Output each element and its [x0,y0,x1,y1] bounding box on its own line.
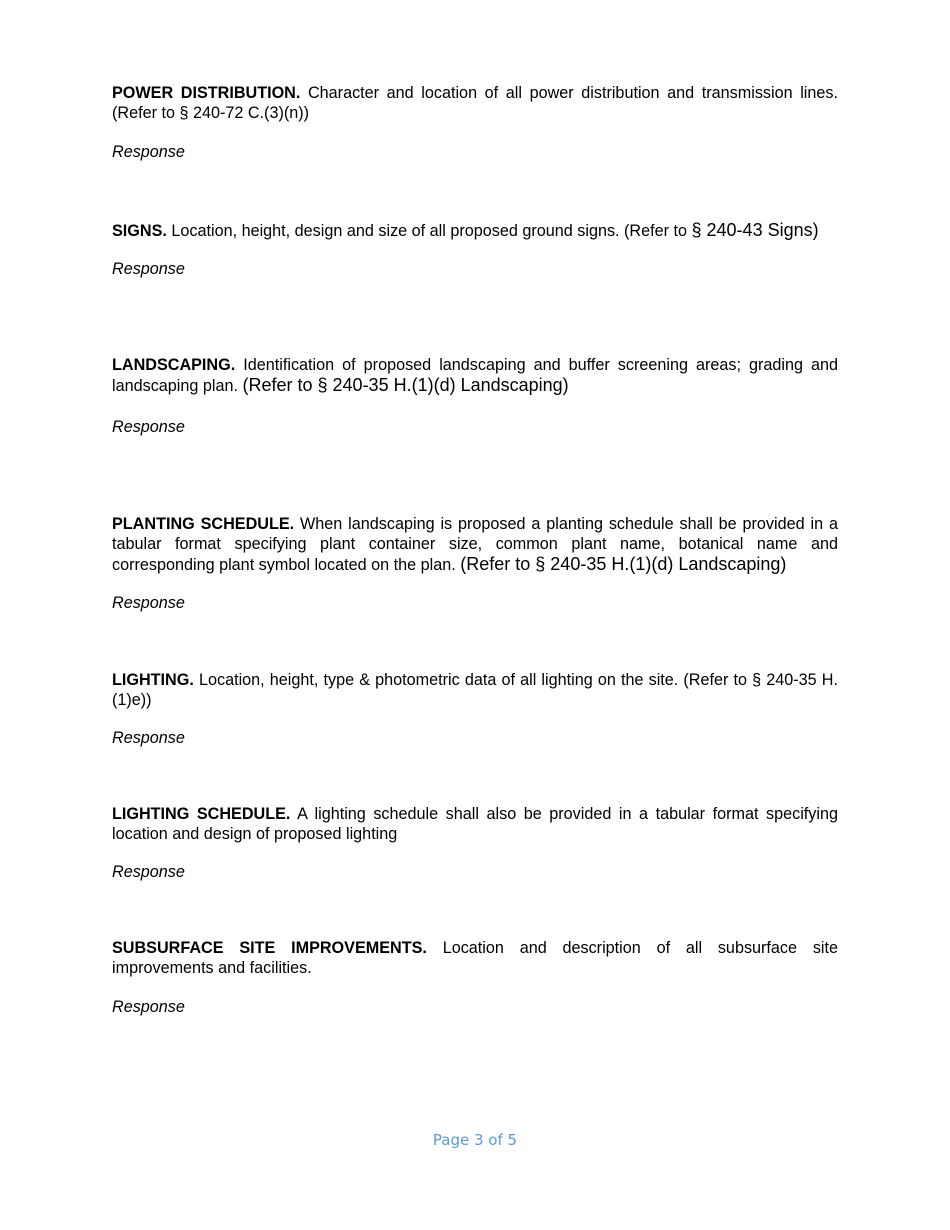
section-paragraph [112,938,838,978]
section-body: Character and location of all power distribution and transmission lines. (Refer to § 240-72 C.(3)(n)) [112,84,839,123]
section-heading: SIGNS. [112,222,167,240]
section-reference: (Refer to § 240-35 H.(1)(d) Landscaping) [460,554,787,575]
section-reference: (Refer to § 240-35 H.(1)(d) Landscaping) [242,375,569,396]
section-heading: LIGHTING SCHEDULE. [112,805,291,823]
section-paragraph [112,355,838,396]
section-paragraph [112,670,838,710]
response-label: Response [112,729,185,747]
section-paragraph [112,220,838,241]
section-heading: LIGHTING. [112,671,194,689]
response-label: Response [112,143,185,161]
section-reference: § 240-43 Signs) [691,220,819,240]
section-power-distribution [112,83,839,161]
response-label: Response [112,594,185,612]
section-heading: LANDSCAPING. [112,356,236,374]
section-lighting [112,670,838,747]
section-planting-schedule [112,514,838,612]
section-paragraph [112,514,838,576]
page-number-footer: Page 3 of 5 [432,1131,518,1149]
section-body: Location, height, design and size of all proposed ground signs. (Refer to [171,222,688,240]
section-signs [112,220,838,278]
section-lighting-schedule [112,804,838,881]
response-label: Response [112,418,185,436]
section-body: A lighting schedule shall also be provided in a tabular format specifying location and design of proposed lighting [112,805,838,844]
section-paragraph [112,804,838,844]
section-heading: SUBSURFACE SITE IMPROVEMENTS. [112,939,427,957]
response-label: Response [112,260,185,278]
section-heading: POWER DISTRIBUTION. [112,84,301,102]
section-body: When landscaping is proposed a planting schedule shall be provided in a tabular format specifying plant container size, common plant name, botanical name and corresponding plant symbol located on the plan. [112,515,838,575]
section-subsurface-site-improvements [112,938,839,1016]
section-body: Identification of proposed landscaping and buffer screening areas; grading and landscaping plan. [112,356,839,396]
section-landscaping [112,355,839,436]
response-label: Response [112,998,185,1016]
section-body: Location and description of all subsurface site improvements and facilities. [112,939,839,978]
section-heading: PLANTING SCHEDULE. [112,515,295,533]
section-body: Location, height, type & photometric data of all lighting on the site. (Refer to § 240-35 H.(1)e)) [112,671,838,710]
response-label: Response [112,863,185,881]
section-paragraph [112,83,838,123]
